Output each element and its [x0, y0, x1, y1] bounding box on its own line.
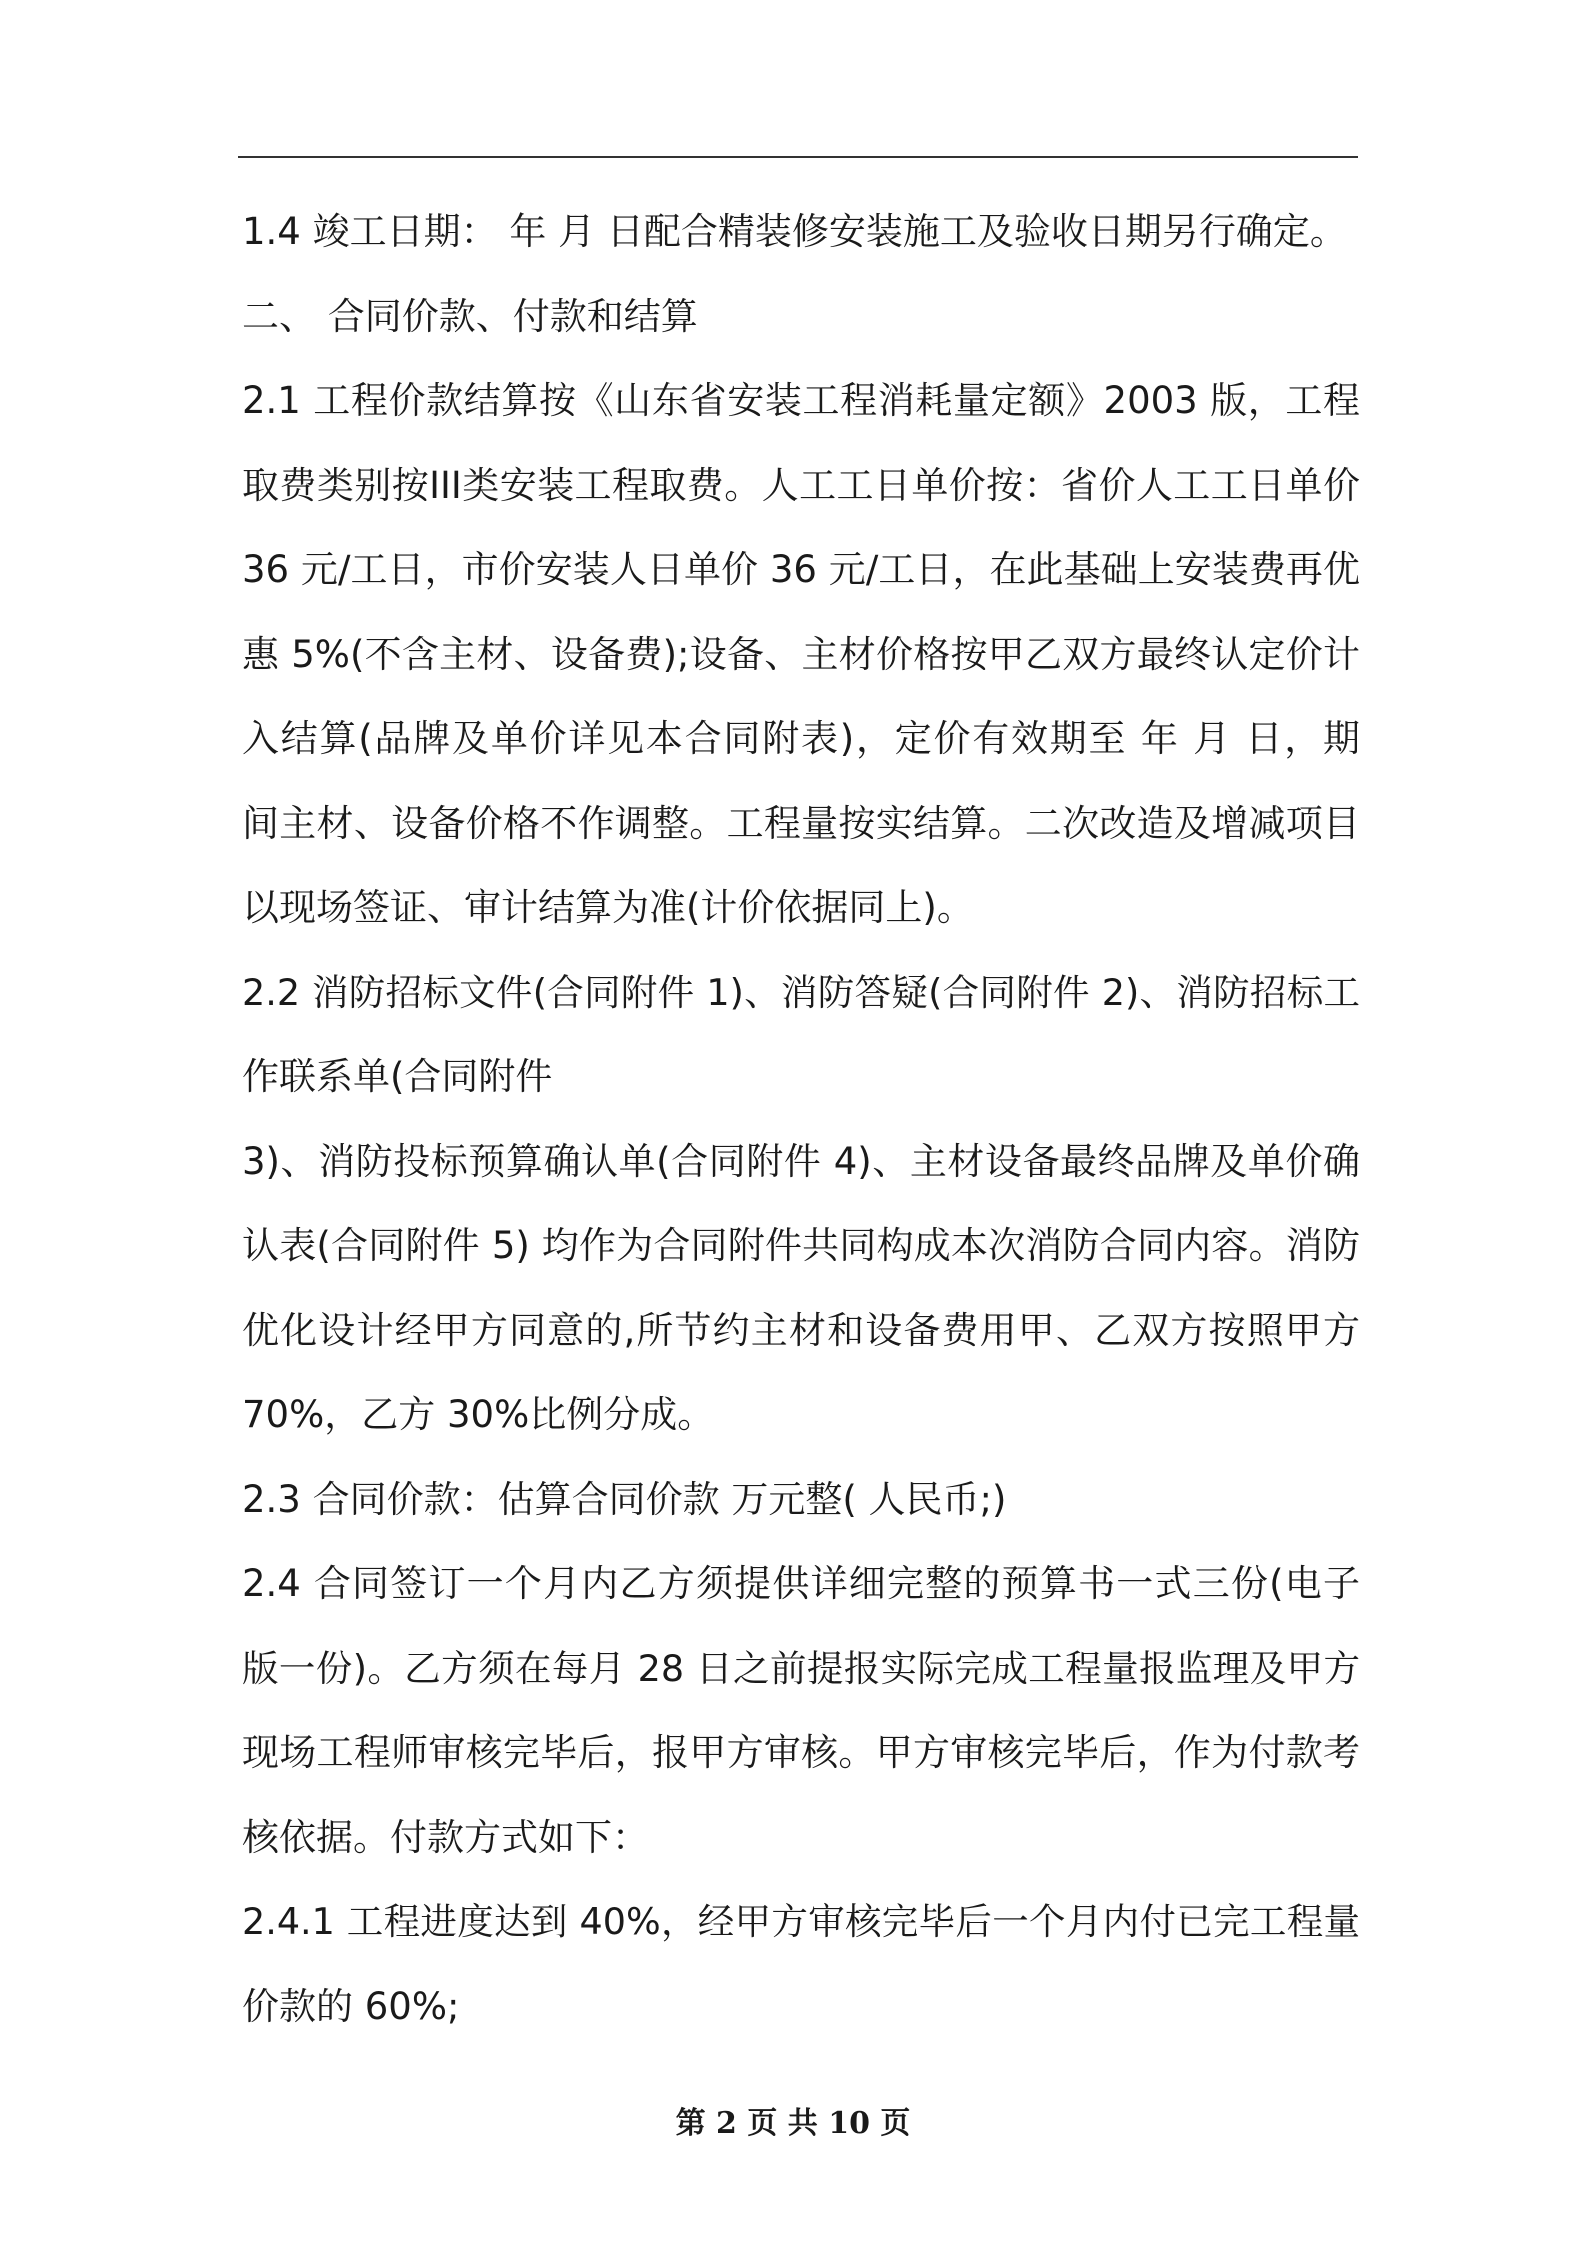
text-line: 间主材、设备价格不作调整。工程量按实结算。二次改造及增减项目: [242, 801, 1360, 845]
text-line: 以现场签证、审计结算为准(计价依据同上)。: [242, 886, 974, 929]
text-line: 入结算(品牌及单价详见本合同附表)，定价有效期至 年 月 日，期: [242, 717, 1360, 760]
text-line: 3)、消防投标预算确认单(合同附件 4)、主材设备最终品牌及单价确: [242, 1139, 1360, 1183]
text-line: 70%，乙方 30%比例分成。: [242, 1393, 715, 1436]
document-body: [242, 190, 1360, 2049]
text-line: 版一份)。乙方须在每月 28 日之前提报实际完成工程量报监理及甲方: [242, 1646, 1360, 1690]
text-line: 36 元/工日，市价安装人日单价 36 元/工日，在此基础上安装费再优: [242, 548, 1360, 591]
text-line: 惠 5%(不含主材、设备费);设备、主材价格按甲乙双方最终认定价计: [242, 632, 1360, 676]
text-line: 2.1 工程价款结算按《山东省安装工程消耗量定额》2003 版，工程: [242, 379, 1360, 422]
text-line: 核依据。付款方式如下：: [242, 1815, 649, 1859]
section-heading: 二、 合同价款、付款和结算: [242, 294, 698, 338]
text-line: 2.2 消防招标文件(合同附件 1)、消防答疑(合同附件 2)、消防招标工: [242, 970, 1360, 1014]
page-number-footer: 第 2 页 共 10 页: [675, 2106, 911, 2141]
text-line: 作联系单(合同附件: [242, 1055, 553, 1098]
text-line: 1.4 竣工日期： 年 月 日配合精装修安装施工及验收日期另行确定。: [242, 210, 1347, 253]
text-line: 取费类别按III类安装工程取费。人工工日单价按：省价人工工日单价: [242, 463, 1360, 507]
text-line: 价款的 60%;: [242, 1984, 460, 2028]
text-line: 优化设计经甲方同意的,所节约主材和设备费用甲、乙双方按照甲方: [242, 1308, 1360, 1352]
header-rule: [238, 156, 1358, 158]
text-line: 2.4 合同签订一个月内乙方须提供详细完整的预算书一式三份(电子: [242, 1562, 1360, 1605]
text-line: 2.4.1 工程进度达到 40%，经甲方审核完毕后一个月内付已完工程量: [242, 1900, 1360, 1943]
text-line: 现场工程师审核完毕后，报甲方审核。甲方审核完毕后，作为付款考: [242, 1731, 1360, 1774]
text-line: 认表(合同附件 5) 均作为合同附件共同构成本次消防合同内容。消防: [242, 1224, 1360, 1267]
text-line: 2.3 合同价款：估算合同价款 万元整( 人民币;): [242, 1477, 1007, 1521]
